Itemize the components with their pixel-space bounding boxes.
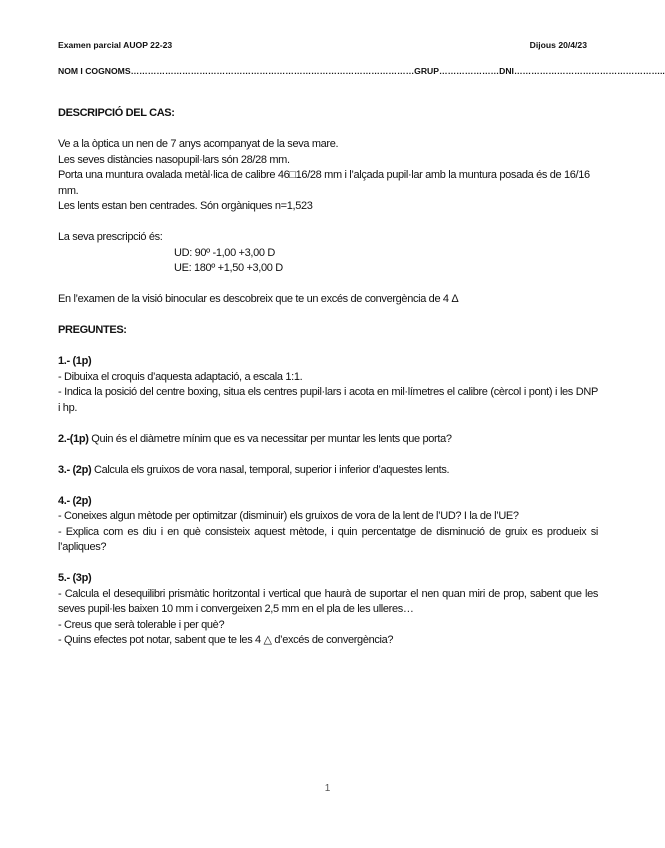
prescription-ue: UE: 180º +1,50 +3,00 D (174, 262, 283, 274)
case-line: Les lents estan ben centrades. Són orgàniques n=1,523 (58, 200, 313, 212)
exam-date: Dijous 20/4/23 (529, 40, 587, 50)
question-2 (58, 432, 598, 448)
question-4-title: 4.- (2p) (58, 494, 92, 507)
case-line: Porta una muntura ovalada metàl·lica de calibre 46□16/28 mm i l’alçada pupil·lar amb la muntura posada és de 16/16 mm. (58, 169, 590, 197)
question-3 (58, 463, 598, 479)
case-line: Ve a la òptica un nen de 7 anys acompanyat de la seva mare. (58, 138, 339, 150)
question-3-number: 3.- (2p) (58, 463, 92, 476)
question-5-line: - Quins efectes pot notar, sabent que te les 4 △ d’excés de convergència? (58, 634, 394, 646)
question-1-title: 1.- (1p) (58, 355, 92, 367)
case-heading: DESCRIPCIÓ DEL CAS: (58, 107, 175, 119)
document-body (58, 106, 598, 649)
question-5-line: - Calcula el desequilibri prismàtic horitzontal i vertical que haurà de suportar el nen quan miri de prop, sabent que les seves pupil·les baixen 10 mm i convergeixen 2,5 mm en el pla de les ulleres… (58, 587, 598, 615)
prescription-ud: UD: 90º -1,00 +3,00 D (174, 246, 275, 259)
page-number: 1 (324, 783, 331, 794)
question-4-line: - Explica com es diu i en què consisteix aquest mètode, i quin percentatge de disminució de gruix es produeix si l’apliques? (58, 525, 598, 553)
question-2-text: Quin és el diàmetre mínim que es va necessitar per muntar les lents que porta? (88, 432, 452, 445)
question-4-line: - Coneixes algun mètode per optimitzar (disminuir) els gruixos de vora de la lent de l’UD? I la de l’UE? (58, 510, 519, 522)
question-5-line: - Creus que serà tolerable i per què? (58, 618, 225, 631)
question-3-text: Calcula els gruixos de vora nasal, temporal, superior i inferior d’aquestes lents. (91, 463, 450, 476)
case-line: Les seves distàncies nasopupil·lars són 28/28 mm. (58, 153, 290, 166)
question-5-title: 5.- (3p) (58, 572, 92, 584)
student-fields-line: NOM I COGNOMS………………………………………………………………………………………GRUP…………………DNI…………………………………………….. (58, 66, 665, 76)
binocular-finding: En l’examen de la visió binocular es descobreix que te un excés de convergència de 4 Δ (58, 293, 459, 305)
questions-heading: PREGUNTES: (58, 324, 127, 336)
exam-title: Examen parcial AUOP 22-23 (58, 40, 173, 50)
prescription-label: La seva prescripció és: (58, 231, 163, 243)
question-1-line: - Dibuixa el croquis d’aquesta adaptació, a escala 1:1. (58, 370, 303, 383)
question-1-line: - Indica la posició del centre boxing, situa els centres pupil·lars i acota en mil·límetres el calibre (cèrcol i pont) i les DNP i hp. (58, 386, 598, 414)
question-2-number: 2.-(1p) (58, 432, 89, 445)
